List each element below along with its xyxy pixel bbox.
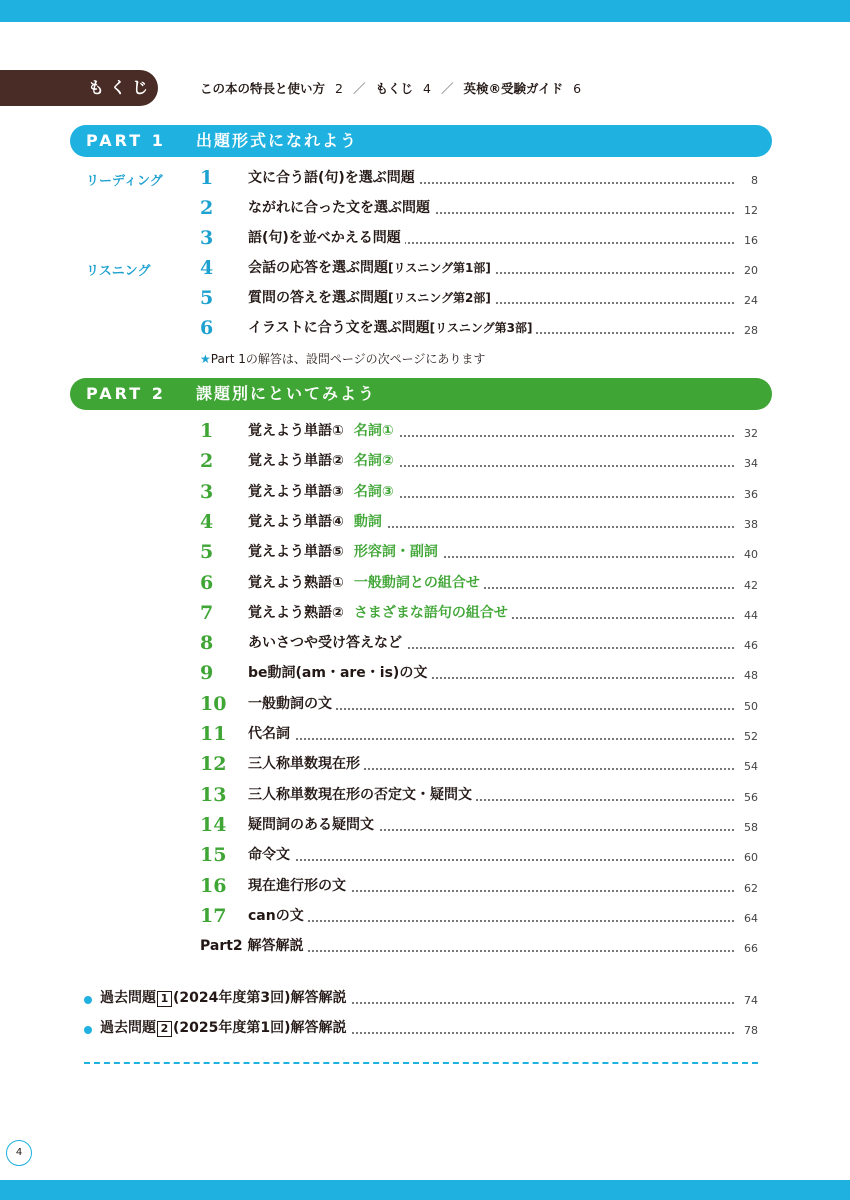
item-title-text: 覚えよう単語③ <box>248 483 344 500</box>
exam-number-box: 2 <box>157 1021 172 1037</box>
bullet-icon <box>84 996 92 1004</box>
item-topic: 一般動詞との組合せ <box>353 574 480 591</box>
item-number: 12 <box>200 753 227 776</box>
item-title-text: 会話の応答を選ぶ問題 <box>248 260 388 276</box>
item-topic: さまざまな語句の組合せ <box>353 604 508 621</box>
header-link-page: 4 <box>423 81 431 96</box>
item-title <box>248 423 398 439</box>
past-exam-title <box>100 987 351 1007</box>
item-topic: 形容詞・副詞 <box>353 544 438 561</box>
separator: ／ <box>352 81 366 96</box>
item-subtitle: [リスニング第3部] <box>429 321 533 335</box>
header-link-features[interactable]: この本の特長と使い方 <box>200 81 326 96</box>
dot-leader <box>248 738 734 740</box>
part2-answers-title: Part2 解答解説 <box>200 938 308 954</box>
item-title-text: 覚えよう単語⑤ <box>248 544 344 561</box>
past-exam-title <box>100 1017 351 1037</box>
page-number: 62 <box>744 881 758 895</box>
item-topic: 名詞② <box>353 453 394 470</box>
dot-leader <box>248 859 734 861</box>
separator: ／ <box>440 81 454 96</box>
item-number: 6 <box>200 571 214 594</box>
page-number: 40 <box>744 548 758 562</box>
item-subtitle: [リスニング第2部] <box>388 291 491 305</box>
item-number: 2 <box>200 450 214 473</box>
item-title <box>248 847 294 863</box>
item-title <box>248 230 405 246</box>
page-number: 66 <box>744 942 758 955</box>
past-exam-row[interactable] <box>84 1016 758 1040</box>
past-exam-detail: (2025年度第1回)解答解説 <box>173 1020 347 1036</box>
bottom-color-bar <box>0 1180 850 1200</box>
item-number: 10 <box>200 692 227 715</box>
toc-row[interactable] <box>200 254 758 280</box>
item-title-text: 覚えよう熟語② <box>248 604 344 621</box>
page-number: 36 <box>744 487 758 501</box>
page-number: 78 <box>744 1024 758 1037</box>
page-number-badge: 4 <box>6 1140 32 1166</box>
item-title <box>248 908 308 924</box>
item-title-text: 覚えよう単語① <box>248 423 344 439</box>
item-title-text: 質問の答えを選ぶ問題 <box>248 290 388 306</box>
item-title <box>248 635 406 651</box>
toc-row[interactable] <box>200 164 758 190</box>
item-number: 2 <box>200 197 214 219</box>
item-number: 6 <box>200 317 214 339</box>
part2-number: PART 2 <box>86 384 166 403</box>
item-title <box>248 756 364 772</box>
item-title <box>248 514 386 530</box>
item-title-text: ながれに合った文を選ぶ問題 <box>248 200 430 216</box>
part1-number: PART 1 <box>86 131 166 150</box>
item-title-text: 三人称単数現在形 <box>248 756 360 773</box>
toc-row[interactable] <box>200 447 758 473</box>
item-title-text: 現在進行形の文 <box>248 877 346 894</box>
dashed-divider <box>84 1062 758 1064</box>
item-title <box>248 817 378 833</box>
item-title <box>248 665 431 681</box>
item-number: 3 <box>200 480 214 503</box>
part2-title: 課題別にといてみよう <box>196 384 377 403</box>
past-exam-row[interactable] <box>84 986 758 1010</box>
dot-leader <box>248 920 734 922</box>
item-number: 8 <box>200 632 214 655</box>
toc-row[interactable] <box>200 538 758 564</box>
toc-row[interactable] <box>200 902 758 928</box>
page-number: 28 <box>744 324 758 337</box>
item-number: 14 <box>200 813 227 836</box>
page-number: 20 <box>744 264 758 277</box>
mokuji-tab: もくじ <box>0 70 158 106</box>
page-number: 54 <box>744 760 758 774</box>
top-color-bar <box>0 0 850 22</box>
header-link-contents[interactable]: もくじ <box>375 81 413 96</box>
page-number: 52 <box>744 730 758 743</box>
item-number: 1 <box>200 167 214 189</box>
header-link-guide[interactable]: 英検®受験ガイド <box>463 81 564 96</box>
item-topic: 名詞③ <box>353 483 394 500</box>
page-number: 58 <box>744 820 758 834</box>
item-title <box>248 320 536 336</box>
toc-row[interactable] <box>200 508 758 534</box>
toc-row[interactable] <box>200 720 758 746</box>
item-number: 7 <box>200 601 214 624</box>
part2-header <box>70 378 772 410</box>
item-title-text: 覚えよう単語② <box>248 453 344 470</box>
page-number: 46 <box>744 639 758 653</box>
toc-row[interactable] <box>200 478 758 504</box>
item-title-text: 命令文 <box>248 847 290 864</box>
bullet-icon <box>84 1026 92 1034</box>
item-number: 5 <box>200 541 214 564</box>
item-title <box>248 575 484 591</box>
exam-number-box: 1 <box>157 991 172 1007</box>
page-number: 12 <box>744 204 758 217</box>
part2-answers-row[interactable] <box>200 932 758 958</box>
item-title <box>248 453 398 469</box>
page-number: 50 <box>744 699 758 713</box>
page-number: 56 <box>744 790 758 804</box>
toc-row[interactable] <box>200 629 758 655</box>
past-exam-label: 過去問題 <box>100 1020 156 1036</box>
past-exam-detail: (2024年度第3回)解答解説 <box>173 990 347 1006</box>
item-title <box>248 260 495 276</box>
item-title-text: canの文 <box>248 907 304 924</box>
toc-row[interactable] <box>200 599 758 625</box>
toc-row[interactable] <box>200 872 758 898</box>
page-number: 42 <box>744 578 758 592</box>
page-number: 60 <box>744 851 758 865</box>
page-number: 16 <box>744 234 758 247</box>
item-title-text: 覚えよう熟語① <box>248 574 344 591</box>
item-title <box>248 544 442 560</box>
toc-row[interactable] <box>200 194 758 220</box>
toc-row[interactable] <box>200 690 758 716</box>
item-title-text: 疑問詞のある疑問文 <box>248 816 374 833</box>
toc-row[interactable] <box>200 841 758 867</box>
item-title-text: 覚えよう単語④ <box>248 513 344 530</box>
page-number: 32 <box>744 427 758 440</box>
page-number: 64 <box>744 911 758 925</box>
item-title-text: 文に合う語(句)を選ぶ問題 <box>248 170 415 186</box>
header-link-page: 6 <box>573 81 582 96</box>
item-title <box>248 170 419 186</box>
item-number: 15 <box>200 844 227 867</box>
page-number: 8 <box>751 174 758 187</box>
toc-row[interactable] <box>200 781 758 807</box>
item-title <box>248 787 476 803</box>
page-number: 34 <box>744 457 758 471</box>
page-number: 24 <box>744 294 758 307</box>
item-number: 11 <box>200 723 227 745</box>
item-title <box>248 878 350 894</box>
item-number: 4 <box>200 257 214 279</box>
item-subtitle: [リスニング第1部] <box>388 261 491 275</box>
toc-row[interactable] <box>200 811 758 837</box>
item-title <box>248 696 336 712</box>
part1-title: 出題形式になれよう <box>196 131 359 150</box>
item-title <box>248 290 495 306</box>
item-topic: 動詞 <box>353 513 382 530</box>
item-number: 3 <box>200 227 214 249</box>
toc-row[interactable] <box>200 659 758 685</box>
page-number: 38 <box>744 517 758 531</box>
dot-leader <box>248 950 734 952</box>
item-title <box>248 484 398 500</box>
header-links <box>200 79 587 97</box>
reading-label: リーディング <box>86 174 163 189</box>
item-topic: 名詞① <box>353 423 394 439</box>
item-number: 1 <box>200 420 214 442</box>
item-number: 16 <box>200 874 227 897</box>
item-title-text: 一般動詞の文 <box>248 695 332 712</box>
item-title-text: あいさつや受け答えなど <box>248 635 402 652</box>
item-title-text: 三人称単数現在形の否定文・疑問文 <box>248 786 472 803</box>
part1-header <box>70 125 772 157</box>
item-title <box>248 200 434 216</box>
item-number: 17 <box>200 904 227 927</box>
page-number: 74 <box>744 994 758 1007</box>
header-link-page: 2 <box>335 81 343 96</box>
item-title <box>248 726 294 742</box>
toc-row[interactable] <box>200 569 758 595</box>
item-title-text: イラストに合う文を選ぶ問題 <box>248 320 430 336</box>
toc-row[interactable] <box>200 224 758 250</box>
part1-note-text: Part 1の解答は、設問ページの次ページにあります <box>210 352 486 366</box>
item-number: 13 <box>200 783 227 806</box>
past-exam-label: 過去問題 <box>100 990 156 1006</box>
toc-row[interactable] <box>200 314 758 340</box>
listening-label: リスニング <box>86 264 151 279</box>
toc-row[interactable] <box>200 284 758 310</box>
item-title-text: be動詞(am・are・is)の文 <box>248 665 428 682</box>
page-number: 48 <box>744 669 758 683</box>
item-title <box>248 605 512 621</box>
item-number: 4 <box>200 510 214 533</box>
item-title-text: 代名詞 <box>248 726 290 742</box>
toc-row[interactable] <box>200 750 758 776</box>
star-icon: ★ <box>200 352 211 366</box>
toc-row[interactable] <box>200 417 758 443</box>
item-title-text: 語(句)を並べかえる問題 <box>248 230 401 246</box>
item-number: 5 <box>200 287 214 309</box>
page-number: 44 <box>744 608 758 622</box>
item-number: 9 <box>200 662 214 685</box>
part1-note <box>200 350 485 367</box>
